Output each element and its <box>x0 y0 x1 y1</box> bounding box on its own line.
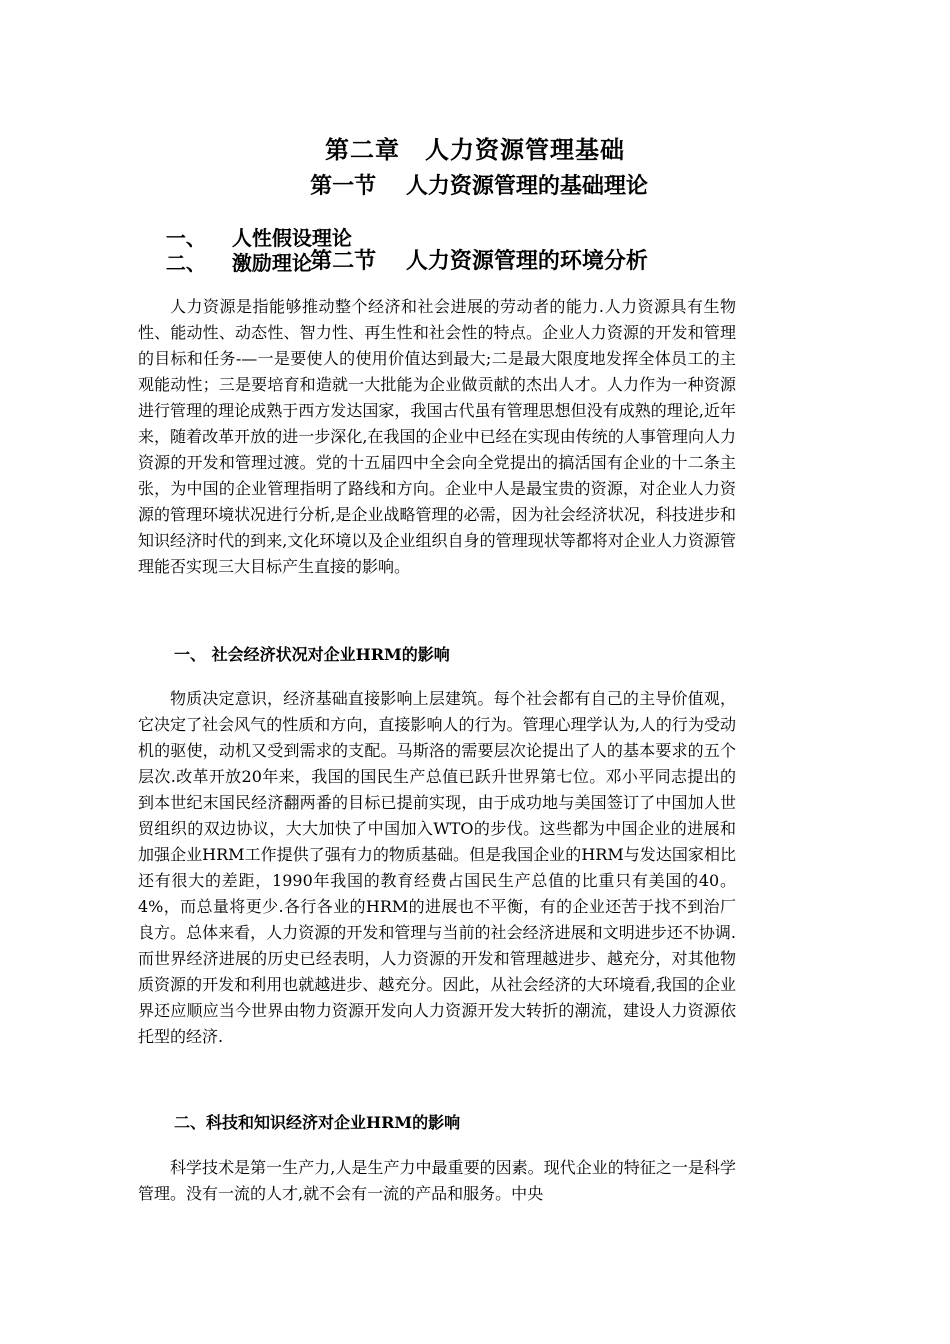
chapter-title: 第二章 人力资源管理基础 <box>325 135 625 164</box>
section-title-2: 第二节 人力资源管理的环境分析 <box>310 248 648 274</box>
science-paragraph: 科学技术是第一生产力,人是生产力中最重要的因素。现代企业的特征之一是科学管理。没有一流的人才,就不会有一流的产品和服务。中央 <box>138 1158 736 1203</box>
outline-text: 人性假设理论 <box>231 226 352 250</box>
intro-paragraph: 人力资源是指能够推动整个经济和社会进展的劳动者的能力.人力资源具有生物性、能动性、动态性、智力性、再生性和社会性的特点。企业人力资源的开发和管理的目标和任务-—一是要使人的使用价值达到最大;二是最大限度地发挥全体员工的主观能动性；三是要培育和造就一大批能为企业做贡献的杰出人才。人力作为一种资源进行管理的理论成熟于西方发达国家，我国古代虽有管理思想但没有成熟的理论,近年来，随着改革开放的进一步深化,在我国的企业中已经在实现由传统的人事管理向人力资源的开发和管理过渡。党的十五届四中全会向全党提出的搞活国有企业的十二条主张，为中国的企业管理指明了路线和方向。企业中人是最宝贵的资源，对企业人力资源的管理环境状况进行分析,是企业战略管理的必需，因为社会经济状况，科技进步和知识经济时代的到来,文化环境以及企业组织自身的管理现状等都将对企业人力资源管理能否实现三大目标产生直接的影响。 <box>138 297 736 576</box>
heading-socioeconomic: 一、 社会经济状况对企业HRM的影响 <box>174 645 450 664</box>
socioeconomic-paragraph: 物质决定意识，经济基础直接影响上层建筑。每个社会都有自己的主导价值观，它决定了社会风气的性质和方向，直接影响人的行为。管理心理学认为,人的行为受动机的驱使，动机又受到需求的支配。马斯洛的需要层次论提出了人的基本要求的五个层次.改革开放20年来，我国的国民生产总值已跃升世界第七位。邓小平同志提出的到本世纪末国民经济翻两番的目标已提前实现，由于成功地与美国签订了中国加人世贸组织的双边协议，大大加快了中国加入WTO的步伐。这些都为中国企业的进展和加强企业HRM工作提供了强有力的物质基础。但是我国企业的HRM与发达国家相比还有很大的差距，1990年我国的教育经费占国民生产总值的比重只有美国的40。4%，而总量将更少.各行各业的HRM的进展也不平衡，有的企业还苦于找不到治厂良方。总体来看，人力资源的开发和管理与当前的社会经济进展和文明进步还不协调.而世界经济进展的历史已经表明，人力资源的开发和管理越进步、越充分，对其他物质资源的开发和利用也就越进步、越充分。因此，从社会经济的大环境看,我国的企业界还应顺应当今世界由物力资源开发向人力资源开发大转折的潮流，建设人力资源依托型的经济. <box>138 689 736 1046</box>
outline-number: 二、 <box>165 251 206 275</box>
heading-science-knowledge: 二、科技和知识经济对企业HRM的影响 <box>174 1113 461 1132</box>
outline-text: 激励理论 <box>231 251 312 275</box>
outline-number: 一、 <box>165 226 206 250</box>
section-title-1: 第一节 人力资源管理的基础理论 <box>310 173 648 199</box>
